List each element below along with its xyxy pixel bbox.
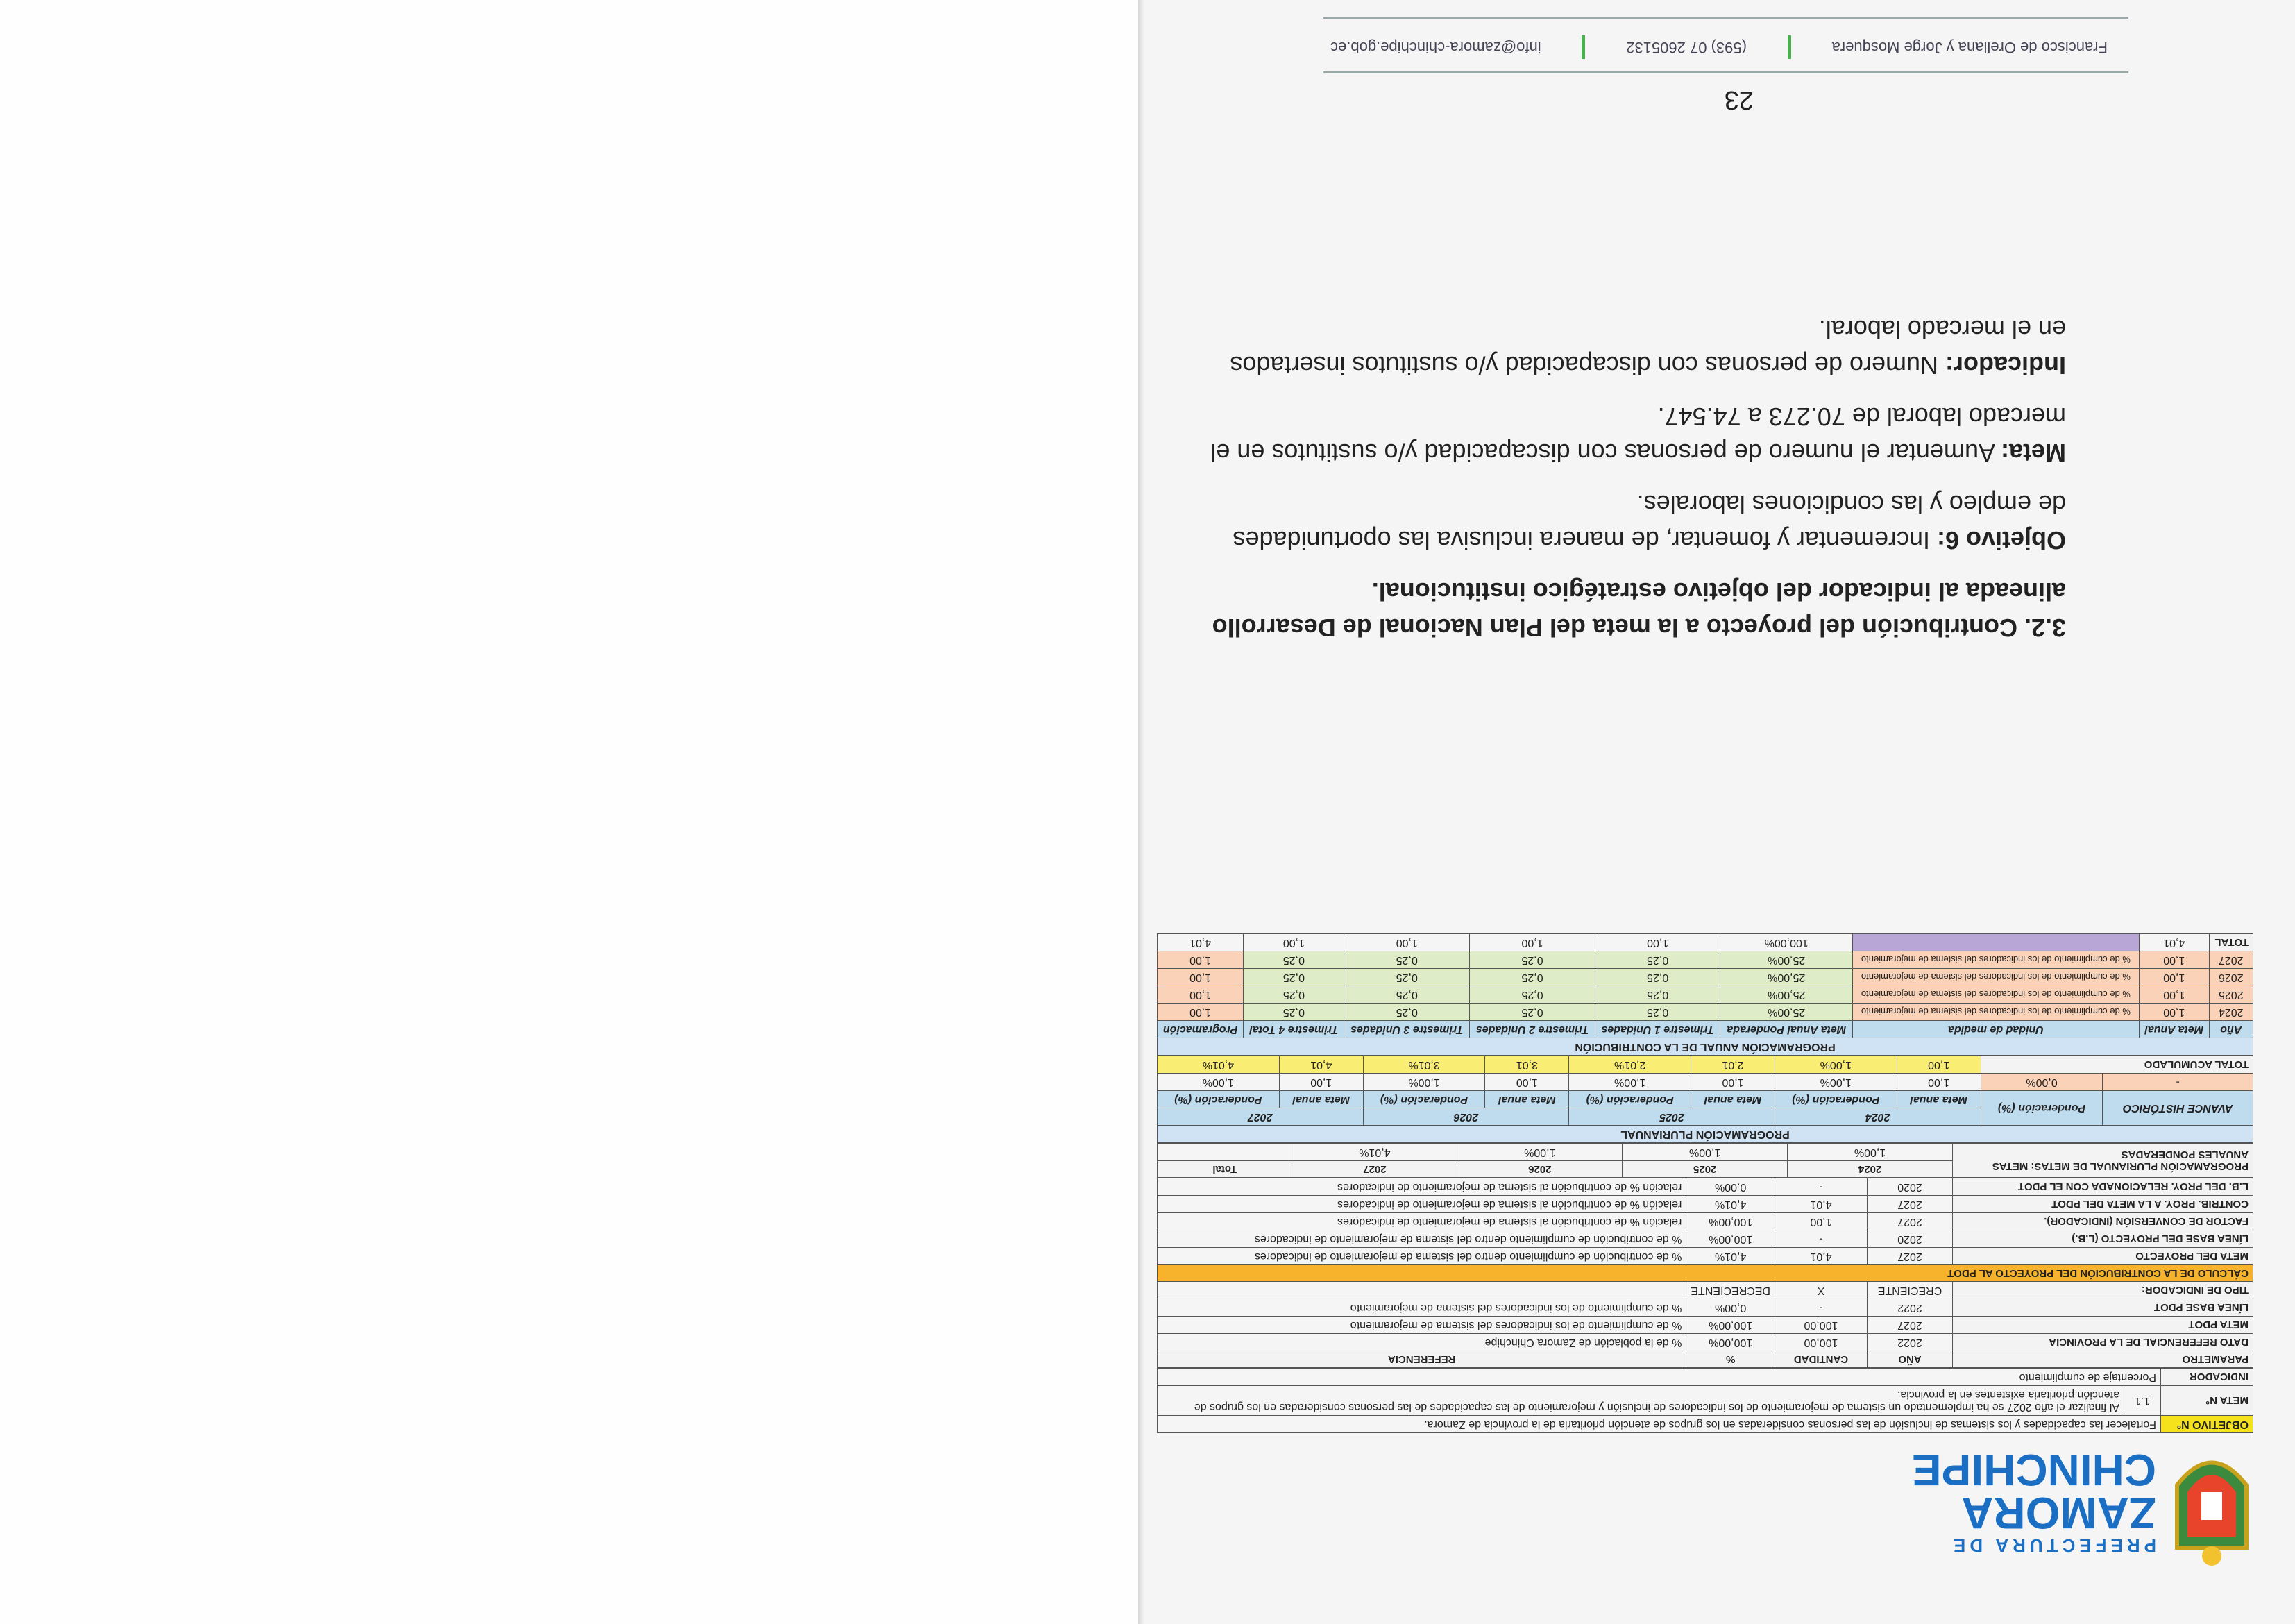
plur-cell: 1,00 xyxy=(1897,1056,1981,1074)
param-percent: 100,00% xyxy=(1686,1334,1775,1351)
calc-row xyxy=(1158,1230,2253,1248)
anual-meta: 1,00 xyxy=(2139,1004,2209,1021)
indicator-type-row xyxy=(1158,1282,2253,1299)
anual-unit: % de cumplimiento de los indicadores del sistema de mejoramiento xyxy=(1852,1004,2139,1021)
anual-unit: % de cumplimiento de los indicadores del sistema de mejoramiento xyxy=(1852,986,2139,1004)
anual-q: 0,25 xyxy=(1344,986,1470,1004)
metas-year: 2025 xyxy=(1623,1161,1788,1178)
logo-line-1: PREFECTURA DE xyxy=(1949,1535,2156,1556)
meta-label: META N° xyxy=(2161,1386,2253,1416)
calc-percent: 4,01% xyxy=(1686,1248,1775,1265)
parameter-table xyxy=(1157,1178,2253,1368)
plur-cell: 1,00 xyxy=(1897,1074,1981,1091)
indicador-body: Numero de personas con discapacidad y/o sustitutos insertados en el mercado laboral. xyxy=(1230,315,2066,380)
anual-total-row xyxy=(1158,934,2253,951)
objetivo-bold: Objetivo 6: xyxy=(1936,526,2066,555)
param-year: 2022 xyxy=(1868,1299,1953,1317)
anual-header: Meta Anual xyxy=(2139,1021,2209,1038)
calc-label: LÍNEA BASE DEL PROYECTO (L.B.) xyxy=(1953,1230,2253,1248)
plur-cell: 1,00% xyxy=(1363,1074,1485,1091)
param-year: 2027 xyxy=(1868,1317,1953,1334)
anual-pond: 25,00% xyxy=(1720,986,1852,1004)
plur-cell: - xyxy=(2103,1074,2253,1091)
metas-value: 1,00% xyxy=(1623,1144,1788,1161)
param-percent: 100,00% xyxy=(1686,1317,1775,1334)
anual-row xyxy=(1158,1004,2253,1021)
footer-rule-bottom xyxy=(1323,17,2128,19)
objetivo-body: Incrementar y fomentar, de manera inclusiva las oportunidades de empleo y las condiciones laborales. xyxy=(1233,490,2066,555)
param-reference: % de cumplimiento de los indicadores del sistema de mejoramiento xyxy=(1158,1317,1686,1334)
param-amount: 100,00 xyxy=(1775,1317,1868,1334)
section-heading: 3.2. Contribución del proyecto a la meta del Plan Nacional de Desarrollo alineada al indicador del objetivo estratégico institucional. xyxy=(1212,577,2066,642)
creciente-label: CRECIENTE xyxy=(1868,1282,1953,1299)
anual-year: 2027 xyxy=(2209,951,2253,969)
plur-cell: 3,01 xyxy=(1485,1056,1569,1074)
anual-header: Trimestre 3 Unidades xyxy=(1344,1021,1470,1038)
plur-sub: Ponderación (%) xyxy=(1158,1091,1280,1108)
metas-year: 2026 xyxy=(1457,1161,1623,1178)
metas-value-blank xyxy=(1158,1144,1293,1161)
plur-year: 2027 xyxy=(1158,1108,1364,1126)
metas-value: 1,00% xyxy=(1788,1144,1953,1161)
anual-table xyxy=(1157,933,2253,1056)
metas-table xyxy=(1157,1143,2253,1178)
calc-amount: - xyxy=(1775,1230,1868,1248)
page-fold xyxy=(1138,0,1144,1624)
anual-header: Meta Anual Ponderada xyxy=(1720,1021,1852,1038)
metas-year: 2024 xyxy=(1788,1161,1953,1178)
meta-bold: Meta: xyxy=(2000,439,2066,467)
contribution-matrix xyxy=(1157,677,2253,1433)
blank-left-page xyxy=(0,0,1138,1624)
calc-reference: relación % de contribución al sistema de mejoramiento de indicadores xyxy=(1158,1213,1686,1230)
anual-meta: 1,00 xyxy=(2139,951,2209,969)
indicador-label: INDICADOR xyxy=(2161,1369,2253,1386)
objetivo-text: Fortalecer las capacidades y los sistemas de inclusión de las personas consideradas en los grupos de atención prioritaria de la provincia de Zamora. xyxy=(1158,1416,2161,1433)
plur-cell: 1,00 xyxy=(1279,1074,1363,1091)
plur-cell: 1,00% xyxy=(1158,1074,1280,1091)
plur-cell: 1,00 xyxy=(1485,1074,1569,1091)
meta-paragraph xyxy=(1205,398,2066,471)
param-reference: % de la población de Zamora Chinchipe xyxy=(1158,1334,1686,1351)
calc-reference: % de contribución de cumplimiento dentro del sistema de mejoramiento de indicadores xyxy=(1158,1230,1686,1248)
anual-header: Trimestre 2 Unidades xyxy=(1470,1021,1595,1038)
param-percent: 0,00% xyxy=(1686,1299,1775,1317)
plur-cell: 4,01% xyxy=(1158,1056,1280,1074)
scanned-page xyxy=(1144,0,2295,1624)
anual-year: 2024 xyxy=(2209,1004,2253,1021)
plurianual-table xyxy=(1157,1056,2253,1143)
anual-header: Trimestre 1 Unidades xyxy=(1595,1021,1720,1038)
calc-percent: 4,01% xyxy=(1686,1196,1775,1213)
plur-sub: Ponderación (%) xyxy=(1569,1091,1691,1108)
total-total: 4,01 xyxy=(1158,934,1244,951)
indicador-paragraph xyxy=(1205,311,2066,383)
plur-row xyxy=(1158,1074,2253,1091)
plur-sub: Meta anual xyxy=(1279,1091,1363,1108)
plur-cell: 1,00% xyxy=(1775,1056,1897,1074)
anual-q: 0,25 xyxy=(1595,969,1720,986)
calc-label: L.B. DEL PROY. RELACIONADA CON EL PDOT xyxy=(1953,1178,2253,1196)
footer-email[interactable]: info@zamora-chinchipe.gob.ec xyxy=(1330,39,1541,56)
param-header: AÑO xyxy=(1868,1351,1953,1368)
anual-meta: 1,00 xyxy=(2139,969,2209,986)
coat-of-arms-icon xyxy=(2170,1437,2253,1568)
param-header: PARAMETRO xyxy=(1953,1351,2253,1368)
logo-line-2: ZAMORA xyxy=(1961,1488,2156,1538)
footer-phone: (593) 07 2605132 xyxy=(1626,39,1747,56)
total-label: TOTAL xyxy=(2209,934,2253,951)
param-header: REFERENCIA xyxy=(1158,1351,1686,1368)
anual-q: 0,25 xyxy=(1244,1004,1344,1021)
calc-reference: % de contribución de cumplimiento dentro del sistema de mejoramiento de indicadores xyxy=(1158,1248,1686,1265)
anual-q: 0,25 xyxy=(1344,951,1470,969)
calc-row xyxy=(1158,1248,2253,1265)
metas-label: PROGRAMACIÓN PLURIANUAL DE METAS: METAS ANUALES PONDERADAS xyxy=(1953,1144,2253,1178)
anual-q: 0,25 xyxy=(1344,969,1470,986)
anual-total: 1,00 xyxy=(1158,969,1244,986)
metas-year: 2027 xyxy=(1292,1161,1457,1178)
calc-reference: relación % de contribución al sistema de mejoramiento de indicadores xyxy=(1158,1178,1686,1196)
logo-line-3: CHINCHIPE xyxy=(1911,1445,2156,1495)
calc-percent: 100,00% xyxy=(1686,1230,1775,1248)
total-q: 1,00 xyxy=(1470,934,1595,951)
meta-number: 1.1 xyxy=(2124,1386,2161,1416)
calc-percent: 100,00% xyxy=(1686,1213,1775,1230)
meta-text: Al finalizar el año 2027 se ha implementado un sistema de mejoramiento de los indicadores de inclusión y mejoramiento de las capacidades de las personas consideradas en los grupos de atención prioritaria existentes en la provincia. xyxy=(1158,1386,2124,1416)
avance-label: AVANCE HISTÓRICO xyxy=(2103,1091,2253,1126)
total-acumulado-label: TOTAL ACUMULADO xyxy=(1981,1056,2253,1074)
indicador-bold: Indicador: xyxy=(1945,351,2066,380)
metas-value: 1,00% xyxy=(1457,1144,1623,1161)
calc-row xyxy=(1158,1213,2253,1230)
plur-sub: Meta anual xyxy=(1897,1091,1981,1108)
param-label: DATO REFERENCIAL DE LA PROVINCIA xyxy=(1953,1334,2253,1351)
prefectura-logo xyxy=(1892,1430,2253,1568)
calculo-band: CÁLCULO DE LA CONTRIBUCIÓN DEL PROYECTO AL PDOT xyxy=(1158,1265,2253,1282)
anual-q: 0,25 xyxy=(1344,1004,1470,1021)
plur-sub: Meta anual xyxy=(1691,1091,1775,1108)
anual-row xyxy=(1158,986,2253,1004)
anual-q: 0,25 xyxy=(1244,986,1344,1004)
param-amount: 100,00 xyxy=(1775,1334,1868,1351)
calc-year: 2027 xyxy=(1868,1248,1953,1265)
plur-cell: 0,00% xyxy=(1981,1074,2103,1091)
plur-cell: 4,01 xyxy=(1279,1056,1363,1074)
anual-unit: % de cumplimiento de los indicadores del sistema de mejoramiento xyxy=(1852,951,2139,969)
calc-reference: relación % de contribución al sistema de mejoramiento de indicadores xyxy=(1158,1196,1686,1213)
total-q: 1,00 xyxy=(1595,934,1720,951)
anual-meta: 1,00 xyxy=(2139,986,2209,1004)
total-unit-blank xyxy=(1852,934,2139,951)
calc-label: CONTRIB. PROY. A LA META DEL PDOT xyxy=(1953,1196,2253,1213)
anual-q: 0,25 xyxy=(1595,986,1720,1004)
anual-row xyxy=(1158,951,2253,969)
decreciente-mark xyxy=(1158,1282,1686,1299)
plur-cell: 2,01 xyxy=(1691,1056,1775,1074)
param-amount: - xyxy=(1775,1299,1868,1317)
total-pond: 100,00% xyxy=(1720,934,1852,951)
anual-header: Unidad de medida xyxy=(1852,1021,2139,1038)
anual-year: 2025 xyxy=(2209,986,2253,1004)
anual-header: Trimestre 4 Total xyxy=(1244,1021,1344,1038)
plur-year: 2026 xyxy=(1363,1108,1569,1126)
anual-header: Año xyxy=(2209,1021,2253,1038)
calc-amount: 4,01 xyxy=(1775,1196,1868,1213)
anual-total: 1,00 xyxy=(1158,1004,1244,1021)
footer-rule-top xyxy=(1323,71,2128,73)
param-header: % xyxy=(1686,1351,1775,1368)
calc-percent: 0,00% xyxy=(1686,1178,1775,1196)
page-footer xyxy=(1144,17,2295,73)
calc-year: 2020 xyxy=(1868,1178,1953,1196)
calc-amount: 1,00 xyxy=(1775,1213,1868,1230)
objetivo-label: OBJETIVO N° xyxy=(2161,1416,2253,1433)
anual-q: 0,25 xyxy=(1595,1004,1720,1021)
metas-year: Total xyxy=(1158,1161,1293,1178)
page-content-rotated xyxy=(1144,0,2295,1624)
plur-year: 2024 xyxy=(1775,1108,1981,1126)
anual-band: PROGRAMACIÓN ANUAL DE LA CONTRIBUCIÓN xyxy=(1158,1038,2253,1056)
calc-amount: - xyxy=(1775,1178,1868,1196)
calc-label: META DEL PROYECTO xyxy=(1953,1248,2253,1265)
calc-amount: 4,01 xyxy=(1775,1248,1868,1265)
anual-total: 1,00 xyxy=(1158,986,1244,1004)
plur-sub: Ponderación (%) xyxy=(1775,1091,1897,1108)
page-number: 23 xyxy=(1724,85,1754,115)
plur-sub: Meta anual xyxy=(1485,1091,1569,1108)
anual-year: 2026 xyxy=(2209,969,2253,986)
plur-sub: Ponderación (%) xyxy=(1363,1091,1485,1108)
plur-year: 2025 xyxy=(1569,1108,1775,1126)
indicador-text: Porcentaje de cumplimiento xyxy=(1158,1369,2161,1386)
metas-value: 4,01% xyxy=(1292,1144,1457,1161)
objective-table xyxy=(1157,1368,2253,1433)
anual-unit: % de cumplimiento de los indicadores del sistema de mejoramiento xyxy=(1852,969,2139,986)
anual-q: 0,25 xyxy=(1244,969,1344,986)
ponderacion-label: Ponderación (%) xyxy=(1981,1091,2103,1126)
param-row xyxy=(1158,1317,2253,1334)
anual-row xyxy=(1158,969,2253,986)
anual-pond: 25,00% xyxy=(1720,951,1852,969)
creciente-mark: X xyxy=(1775,1282,1868,1299)
param-label: META PDOT xyxy=(1953,1317,2253,1334)
footer-separator xyxy=(1788,35,1791,59)
total-meta: 4,01 xyxy=(2139,934,2209,951)
section-3-2 xyxy=(1205,296,2066,645)
plur-cell: 1,00% xyxy=(1569,1074,1691,1091)
footer-contact xyxy=(1330,35,2108,59)
param-row xyxy=(1158,1299,2253,1317)
anual-q: 0,25 xyxy=(1470,951,1595,969)
anual-q: 0,25 xyxy=(1470,986,1595,1004)
anual-q: 0,25 xyxy=(1470,969,1595,986)
footer-separator xyxy=(1582,35,1585,59)
anual-total: 1,00 xyxy=(1158,951,1244,969)
calc-row xyxy=(1158,1196,2253,1213)
calc-year: 2020 xyxy=(1868,1230,1953,1248)
param-reference: % de cumplimiento de los indicadores del sistema de mejoramiento xyxy=(1158,1299,1686,1317)
total-q: 1,00 xyxy=(1244,934,1344,951)
calc-year: 2027 xyxy=(1868,1196,1953,1213)
param-header: CANTIDAD xyxy=(1775,1351,1868,1368)
calc-row xyxy=(1158,1178,2253,1196)
anual-header: Programación xyxy=(1158,1021,1244,1038)
objetivo-paragraph xyxy=(1205,486,2066,558)
logo-wordmark xyxy=(1911,1445,2156,1556)
calc-year: 2027 xyxy=(1868,1213,1953,1230)
param-year: 2022 xyxy=(1868,1334,1953,1351)
anual-pond: 25,00% xyxy=(1720,969,1852,986)
decreciente-label: DECRECIENTE xyxy=(1686,1282,1775,1299)
meta-body: Aumentar el numero de personas con discapacidad y/o sustitutos en el mercado laboral de 70.273 a 74.547. xyxy=(1210,403,2066,467)
param-label: LÍNEA BASE PDOT xyxy=(1953,1299,2253,1317)
anual-q: 0,25 xyxy=(1470,1004,1595,1021)
plur-cell: 1,00% xyxy=(1775,1074,1897,1091)
anual-pond: 25,00% xyxy=(1720,1004,1852,1021)
total-q: 1,00 xyxy=(1344,934,1470,951)
calc-label: FACTOR DE CONVERSIÓN (INDICADOR). xyxy=(1953,1213,2253,1230)
tipo-label: TIPO DE INDICADOR: xyxy=(1953,1282,2253,1299)
plurianual-band: PROGRAMACIÓN PLURIANUAL xyxy=(1158,1126,2253,1143)
plur-cell: 2,01% xyxy=(1569,1056,1691,1074)
plur-cell: 3,01% xyxy=(1363,1056,1485,1074)
anual-q: 0,25 xyxy=(1244,951,1344,969)
plur-total-row xyxy=(1158,1056,2253,1074)
anual-q: 0,25 xyxy=(1595,951,1720,969)
plur-cell: 1,00 xyxy=(1691,1074,1775,1091)
footer-address: Francisco de Orellana y Jorge Mosquera xyxy=(1831,39,2108,56)
param-row xyxy=(1158,1334,2253,1351)
